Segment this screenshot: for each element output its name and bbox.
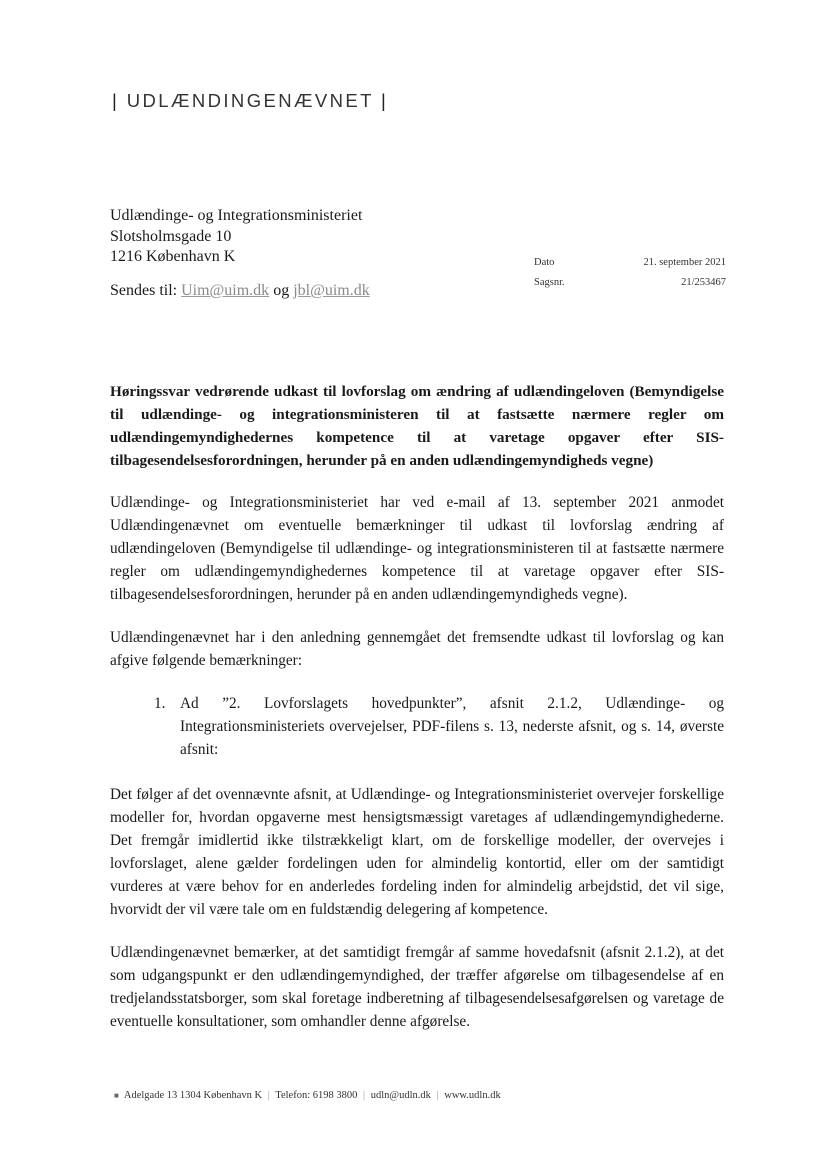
case-value: 21/253467: [681, 277, 726, 288]
date-value: 21. september 2021: [643, 257, 726, 268]
send-to-conjunction: og: [273, 282, 290, 299]
letter-heading: Høringssvar vedrørende udkast til lovforslag om ændring af udlændingeloven (Bemyndigelse til udlændinge- og integrationsministeren til at fastsætte nærmere regler om udlændingemyndighedernes kompetence til at varetage opgaver efter SIS-tilbagesendelsesforordningen, herunder på en anden udlændingemyndigheds vegne): [110, 383, 724, 469]
logo-bar-right: |: [381, 90, 389, 111]
logo-name: UDLÆNDINGENÆVNET: [126, 90, 374, 111]
recipient-address: [110, 206, 362, 268]
paragraph-3: Det følger af det ovennævnte afsnit, at Udlændinge- og Integrationsministeriet overvejer forskellige modeller for, hvordan opgaverne mest hensigtsmæssigt varetages af udlændingemyndighederne. Det fremgår imidlertid ikke tilstrækkeligt klart, om de forskellige modeller, der overvejes i lovforslaget, alene gælder fordelingen uden for almindelig kontortid, eller om der samtidigt vurderes at være behov for en anderledes fordeling inden for almindelig arbejdstid, det vil sige, hvorvidt der vil være tale om en fuldstændig delegering af kompetence.: [110, 786, 724, 918]
footer-address: Adelgade 13 1304 København K: [123, 1090, 263, 1101]
paragraph-2: Udlændingenævnet har i den anledning gennemgået det fremsendte udkast til lovforslag og kan afgive følgende bemærkninger:: [110, 629, 724, 669]
footer-phone: Telefon: 6198 3800: [275, 1090, 358, 1101]
send-to-label: Sendes til:: [110, 282, 178, 299]
footer-separator: |: [436, 1090, 439, 1101]
list-item-1: [110, 692, 724, 761]
list-item-number: 1.: [154, 695, 166, 712]
date-row: [534, 256, 726, 276]
agency-logo: [112, 90, 388, 112]
case-row: [534, 276, 726, 296]
footer-separator: |: [267, 1090, 270, 1101]
email-link-uim[interactable]: Uim@uim.dk: [181, 282, 270, 299]
logo-bar-left: |: [112, 90, 120, 111]
page-footer: [114, 1090, 501, 1101]
letter-body: [110, 380, 724, 1053]
email-link-jbl[interactable]: jbl@uim.dk: [293, 282, 370, 299]
send-to-line: [110, 282, 370, 300]
footer-email[interactable]: udln@udln.dk: [370, 1090, 431, 1101]
footer-bullet-icon: ■: [114, 1091, 119, 1100]
case-label: Sagsnr.: [534, 277, 565, 288]
paragraph-4: Udlændingenævnet bemærker, at det samtidigt fremgår af samme hovedafsnit (afsnit 2.1.2), at det som udgangspunkt er den udlændingemyndighed, der træffer afgørelse om tilbagesendelse af en tredjelandsstatsborger, som skal foretage indberetning af tilbagesendelsesafgørelsen og varetage de eventuelle konsultationer, som omhandler denne afgørelse.: [110, 944, 724, 1030]
recipient-line-2: Slotsholmsgade 10: [110, 227, 232, 245]
date-label: Dato: [534, 257, 555, 268]
paragraph-1: Udlændinge- og Integrationsministeriet har ved e-mail af 13. september 2021 anmodet Udlændingenævnet om eventuelle bemærkninger til udkast til lovforslag ændring af udlændingeloven (Bemyndigelse til udlændinge- og integrationsministeren til at fastsætte nærmere regler om udlændingemyndighedernes kompetence til at varetage opgaver efter SIS-tilbagesendelsesforordningen, herunder på en anden udlændingemyndigheds vegne).: [110, 494, 724, 603]
list-item-text: Ad ”2. Lovforslagets hovedpunkter”, afsnit 2.1.2, Udlændinge- og Integrationsministeriets overvejelser, PDF-filens s. 13, nederste afsnit, og s. 14, øverste afsnit:: [180, 695, 724, 758]
footer-website[interactable]: www.udln.dk: [444, 1090, 501, 1101]
recipient-line-1: Udlændinge- og Integrationsministeriet: [110, 207, 363, 224]
recipient-line-3: 1216 København K: [110, 248, 236, 265]
document-meta: [534, 256, 726, 296]
footer-separator: |: [363, 1090, 366, 1101]
